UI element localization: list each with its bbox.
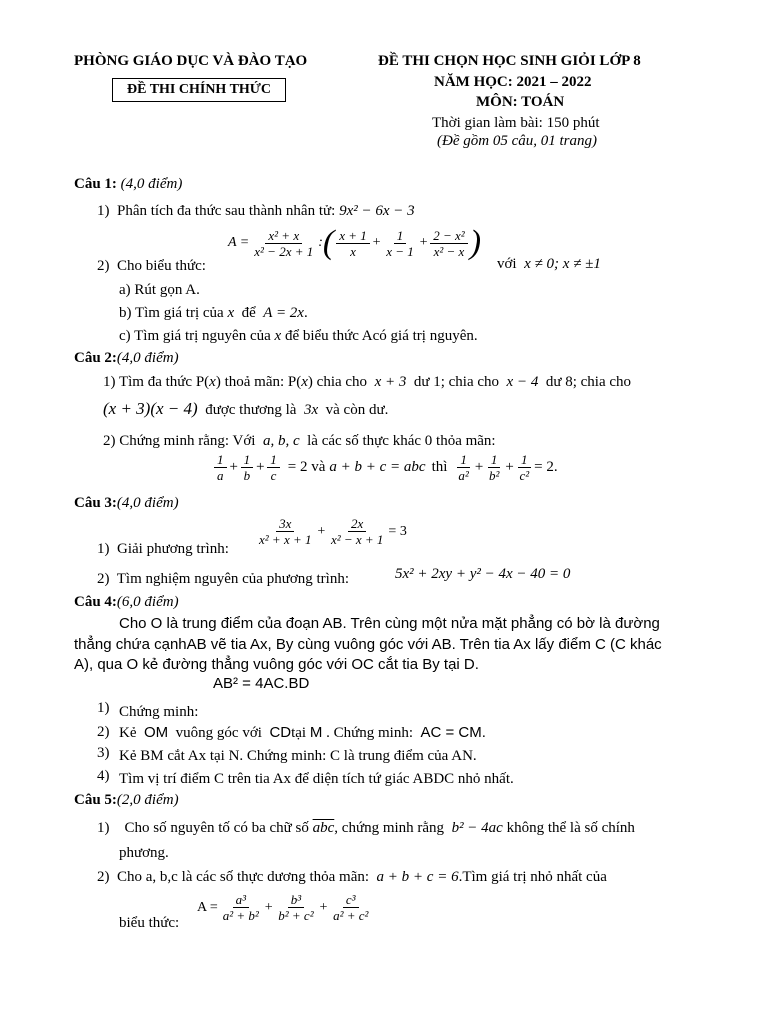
q3-part1: 1) Giải phương trình: bbox=[97, 541, 229, 557]
q5-expression-A: A = $\frac{\text{a³}}{\text{a² + b²}}$ + $\frac{\text{b³}}{\text{b² + c²}}$ + $\frac{\text{c³}}{\text{a² + c²}}$ bbox=[197, 892, 369, 923]
q1-heading: Câu 1: (4,0 điểm) bbox=[74, 176, 183, 192]
q2-part2-condition: $\frac{1}{a}$ + $\frac{1}{b}$ + $\frac{1}{c}$ = 2 và a + b + c = abc thì $\frac{1}{\text{a²}}$ + $\frac{1}{\text{b²}}$ + $\frac{1}{\text{c²}}$ = 2. bbox=[212, 452, 558, 483]
q2-part1-line2: (x + 3)(x − 4) được thương là 3x và còn dư. bbox=[103, 399, 389, 418]
q4-heading: Câu 4:(6,0 điểm) bbox=[74, 594, 179, 610]
q3-diophantine: 5x² + 2xy + y² − 4x − 40 = 0 bbox=[395, 566, 571, 582]
q4-item1-num: 1) bbox=[97, 700, 110, 716]
q5-heading: Câu 5:(2,0 điểm) bbox=[74, 792, 179, 808]
q4-identity: AB² = 4AC.BD bbox=[213, 675, 310, 692]
q4-item3: Kẻ BM cắt Ax tại N. Chứng minh: C là trung điểm của AN. bbox=[119, 748, 477, 764]
subject: MÔN: TOÁN bbox=[476, 94, 565, 110]
q4-item2: Kẻ OM vuông góc với CDtại M . Chứng minh: AC = CM. bbox=[119, 724, 486, 741]
q5-part1-line2: phương. bbox=[119, 845, 169, 861]
q4-item1: Chứng minh: bbox=[119, 704, 199, 720]
exam-time: Thời gian làm bài: 150 phút bbox=[432, 115, 600, 131]
q4-item4: Tìm vị trí điểm C trên tia Ax để diện tích tứ giác ABDC nhỏ nhất. bbox=[119, 771, 514, 787]
school-year: NĂM HỌC: 2021 – 2022 bbox=[434, 74, 592, 90]
q2-part1-line1: 1) Tìm đa thức P(x) thoả mãn: P(x) chia cho x + 3 dư 1; chia cho x − 4 dư 8; chia cho bbox=[103, 374, 632, 390]
q5-part1-line1: 1) Cho số nguyên tố có ba chữ số $\overline{abc}$, chứng minh rằng b² − 4ac không thể là số chính bbox=[97, 820, 635, 836]
q1-part1: 1) Phân tích đa thức sau thành nhân tử: 9x² − 6x − 3 bbox=[97, 203, 415, 219]
q1-part2c: c) Tìm giá trị nguyên của x để biểu thức Acó giá trị nguyên. bbox=[119, 328, 478, 344]
q4-item2-num: 2) bbox=[97, 724, 110, 740]
q1-condition: với x ≠ 0; x ≠ ±1 bbox=[497, 256, 601, 272]
page-count: (Đề gồm 05 câu, 01 trang) bbox=[437, 133, 597, 149]
q4-line3: A), qua O kẻ đường thẳng vuông góc với OC cắt tia By tại D. bbox=[74, 656, 479, 673]
q1-expression-A: A = $\frac{\text{x² + x}}{\text{x² − 2x + 1}}$ : ( $\frac{x + 1}{x}$ + $\frac{1}{x - 1}$ + $\frac{\text{2 − x²}}{\text{x² − x}}$ ) bbox=[228, 224, 482, 261]
q4-line2: thẳng chứa cạnhAB vẽ tia Ax, By cùng vuông góc với AB. Trên tia Ax lấy điểm C (C khác bbox=[74, 636, 662, 653]
q2-part2-line1: 2) Chứng minh rằng: Với a, b, c là các số thực khác 0 thỏa mãn: bbox=[103, 433, 496, 449]
q5-part2-line2: biểu thức: bbox=[119, 915, 180, 931]
official-exam-box: ĐỀ THI CHÍNH THỨC bbox=[112, 78, 286, 102]
q4-item4-num: 4) bbox=[97, 768, 110, 784]
q1-poly: 9x² − 6x − 3 bbox=[339, 203, 415, 219]
q3-heading: Câu 3:(4,0 điểm) bbox=[74, 495, 179, 511]
q4-item3-num: 3) bbox=[97, 745, 110, 761]
q5-part2-line1: 2) Cho a, b,c là các số thực dương thỏa mãn: a + b + c = 6.Tìm giá trị nhỏ nhất của bbox=[97, 869, 607, 885]
q2-heading: Câu 2:(4,0 điểm) bbox=[74, 350, 179, 366]
q1-part2: 2) Cho biểu thức: bbox=[97, 258, 206, 274]
q4-line1: Cho O là trung điểm của đoạn AB. Trên cùng một nửa mặt phẳng có bờ là đường bbox=[119, 615, 660, 632]
q3-equation: $\frac{3x}{\text{x² + x + 1}}$ + $\frac{2x}{\text{x² − x + 1}}$ = 3 bbox=[259, 516, 407, 547]
q1-part2a: a) Rút gọn A. bbox=[119, 282, 200, 298]
q1-part2b: b) Tìm giá trị của x để A = 2x. bbox=[119, 305, 308, 321]
q3-part2: 2) Tìm nghiệm nguyên của phương trình: bbox=[97, 571, 350, 587]
exam-title: ĐỀ THI CHỌN HỌC SINH GIỎI LỚP 8 bbox=[378, 53, 641, 69]
department-name: PHÒNG GIÁO DỤC VÀ ĐÀO TẠO bbox=[74, 53, 308, 69]
